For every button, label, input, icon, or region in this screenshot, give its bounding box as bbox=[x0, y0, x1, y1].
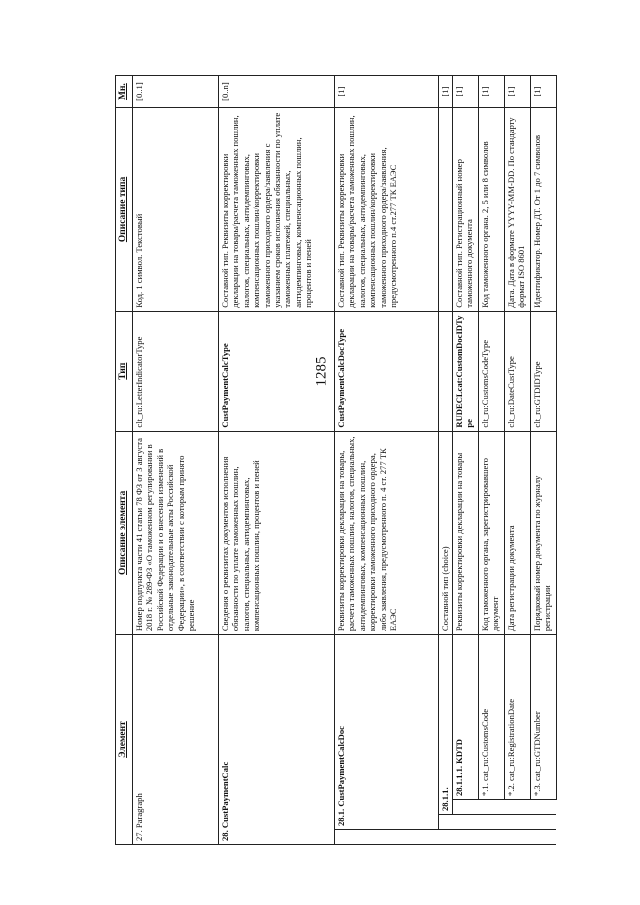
table-row bbox=[452, 76, 478, 845]
indent-cell bbox=[452, 830, 478, 845]
indent-cell bbox=[452, 815, 478, 830]
element-cell bbox=[452, 635, 478, 800]
table-row bbox=[478, 76, 504, 845]
indent-cell bbox=[478, 830, 504, 845]
element-number: *.1. bbox=[479, 783, 490, 797]
element-number: 27. bbox=[133, 830, 144, 841]
multiplicity-cell: [1] bbox=[530, 76, 556, 108]
table-row bbox=[132, 76, 218, 845]
type-description-cell bbox=[438, 108, 452, 311]
element-number: *.2. bbox=[505, 783, 516, 797]
page-number: 1285 bbox=[313, 356, 330, 387]
table-row bbox=[530, 76, 556, 845]
multiplicity-cell: [1] bbox=[478, 76, 504, 108]
schema-table bbox=[115, 75, 557, 845]
indent-cell bbox=[452, 800, 478, 815]
type-cell: clt_ru:CustomsCodeType bbox=[478, 311, 504, 431]
element-name: CustPaymentCalcDoc bbox=[335, 726, 346, 807]
element-name: cat_ru:CustomsCode bbox=[479, 708, 490, 781]
element-cell bbox=[504, 635, 530, 800]
indent-cell bbox=[478, 800, 504, 815]
element-cell bbox=[438, 635, 452, 815]
description-cell: Порядковый номер документа по журналу регистрации bbox=[530, 431, 556, 634]
element-number: *.3. bbox=[531, 783, 542, 797]
type-description-cell: Код. 1 символ. Текстовый bbox=[132, 108, 218, 311]
multiplicity-cell: [1] bbox=[334, 76, 438, 108]
multiplicity-cell: [1] bbox=[438, 76, 452, 108]
element-cell bbox=[334, 635, 438, 830]
type-cell: clt_ru:DateCustType bbox=[504, 311, 530, 431]
element-name: CustPaymentCalc bbox=[219, 761, 230, 829]
header-description: Описание элемента bbox=[116, 431, 133, 634]
type-description-cell: Код таможенного органа. 2, 5 или 8 символов bbox=[478, 108, 504, 311]
element-name: cat_ru:GTDNumber bbox=[531, 711, 542, 781]
indent-cell bbox=[530, 830, 556, 845]
type-cell: clt_ru:GTDIDType bbox=[530, 311, 556, 431]
element-name: Paragraph bbox=[133, 793, 144, 829]
indent-cell bbox=[334, 830, 438, 845]
type-description-cell: Составной тип. Реквизиты корректировки декларации на товары/расчета таможенных пошлин, налогов, специальных, антидемпинговых, компенсационных пошлин/корректировки таможенного приходного ордера/заявления, предусмотренного п.4 ст.277 ТК ЕАЭС bbox=[334, 108, 438, 311]
element-number: 28.1.1. bbox=[439, 787, 450, 812]
element-cell bbox=[478, 635, 504, 800]
type-cell bbox=[438, 311, 452, 431]
multiplicity-cell: [1] bbox=[452, 76, 478, 108]
header-multiplicity: Мн. bbox=[116, 76, 133, 108]
rotated-table-wrapper bbox=[115, 75, 575, 845]
type-cell: clt_ru:LetterIndicatorType bbox=[132, 311, 218, 431]
element-number: 28.1.1.1. bbox=[453, 765, 464, 797]
multiplicity-cell: [0..1] bbox=[132, 76, 218, 108]
description-cell: Дата регистрации документа bbox=[504, 431, 530, 634]
indent-cell bbox=[438, 830, 452, 845]
element-name: cat_ru:RegistrationDate bbox=[505, 698, 516, 781]
description-cell: Номер подпункта части 41 статьи 78 ФЗ от 3 августа 2018 г. № 289-ФЗ «О таможенном регулировании в Российской Федерации и о внесении изменений в отдельные законодательные акты Российской Федерации», в соответствии с которым принято решение bbox=[132, 431, 218, 634]
type-description-cell: Идентификатор. Номер ДТ. От 1 до 7 символов bbox=[530, 108, 556, 311]
indent-cell bbox=[504, 830, 530, 845]
indent-cell bbox=[438, 815, 452, 830]
type-cell: CustPaymentCalcType bbox=[218, 311, 334, 431]
description-cell: Реквизиты корректировки декларации на товары bbox=[452, 431, 478, 634]
element-cell bbox=[218, 635, 334, 845]
table-header-row bbox=[116, 76, 133, 845]
element-name: KDTD bbox=[453, 738, 464, 764]
indent-cell bbox=[530, 815, 556, 830]
table-row bbox=[218, 76, 334, 845]
element-cell bbox=[132, 635, 218, 845]
indent-cell bbox=[530, 800, 556, 815]
header-type: Тип bbox=[116, 311, 133, 431]
type-cell: CustPaymentCalcDocType bbox=[334, 311, 438, 431]
element-number: 28.1. bbox=[335, 808, 346, 827]
description-cell: Реквизиты корректировки декларации на товары, расчета таможенных пошлин, налогов, специальных, антидемпинговых, компенсационных пошлин, корректировки таможенного приходного ордера, либо заявления, предусмотренного п. 4 ст. 277 ТК ЕАЭС bbox=[334, 431, 438, 634]
multiplicity-cell: [1] bbox=[504, 76, 530, 108]
element-number: 28. bbox=[219, 830, 230, 841]
description-cell: Составной тип (choice) bbox=[438, 431, 452, 634]
multiplicity-cell: [0..n] bbox=[218, 76, 334, 108]
type-description-cell: Дата. Дата в формате YYYY-MM-DD. По стандарту формат ISO 8601 bbox=[504, 108, 530, 311]
description-cell: Код таможенного органа, зарегистрировавшего документ bbox=[478, 431, 504, 634]
description-cell: Сведения о реквизитах документов исполнения обязанности по уплате таможенных пошлин, налогов, специальных, антидемпинговых, компенсационных пошлин, процентов и пеней bbox=[218, 431, 334, 634]
header-type-description: Описание типа bbox=[116, 108, 133, 311]
header-element: Элемент bbox=[116, 635, 133, 845]
indent-cell bbox=[478, 815, 504, 830]
element-cell bbox=[530, 635, 556, 800]
indent-cell bbox=[504, 800, 530, 815]
table-row bbox=[438, 76, 452, 845]
table-row bbox=[334, 76, 438, 845]
type-description-cell: Составной тип. Реквизиты корректировки декларации на товары/расчета таможенных пошлин, налогов, специальных, антидемпинговых, компенсационных пошлин/корректировки таможенного приходного ордера/заявления с указанием сроков исполнения обязанности по уплате таможенных платежей, специальных, антидемпинговых, компенсационных пошлин, процентов и пеней bbox=[218, 108, 334, 311]
table-row bbox=[504, 76, 530, 845]
type-cell: RUDECLcat:CustomDocIDType bbox=[452, 311, 478, 431]
type-description-cell: Составной тип. Регистрационный номер таможенного документа bbox=[452, 108, 478, 311]
indent-cell bbox=[504, 815, 530, 830]
